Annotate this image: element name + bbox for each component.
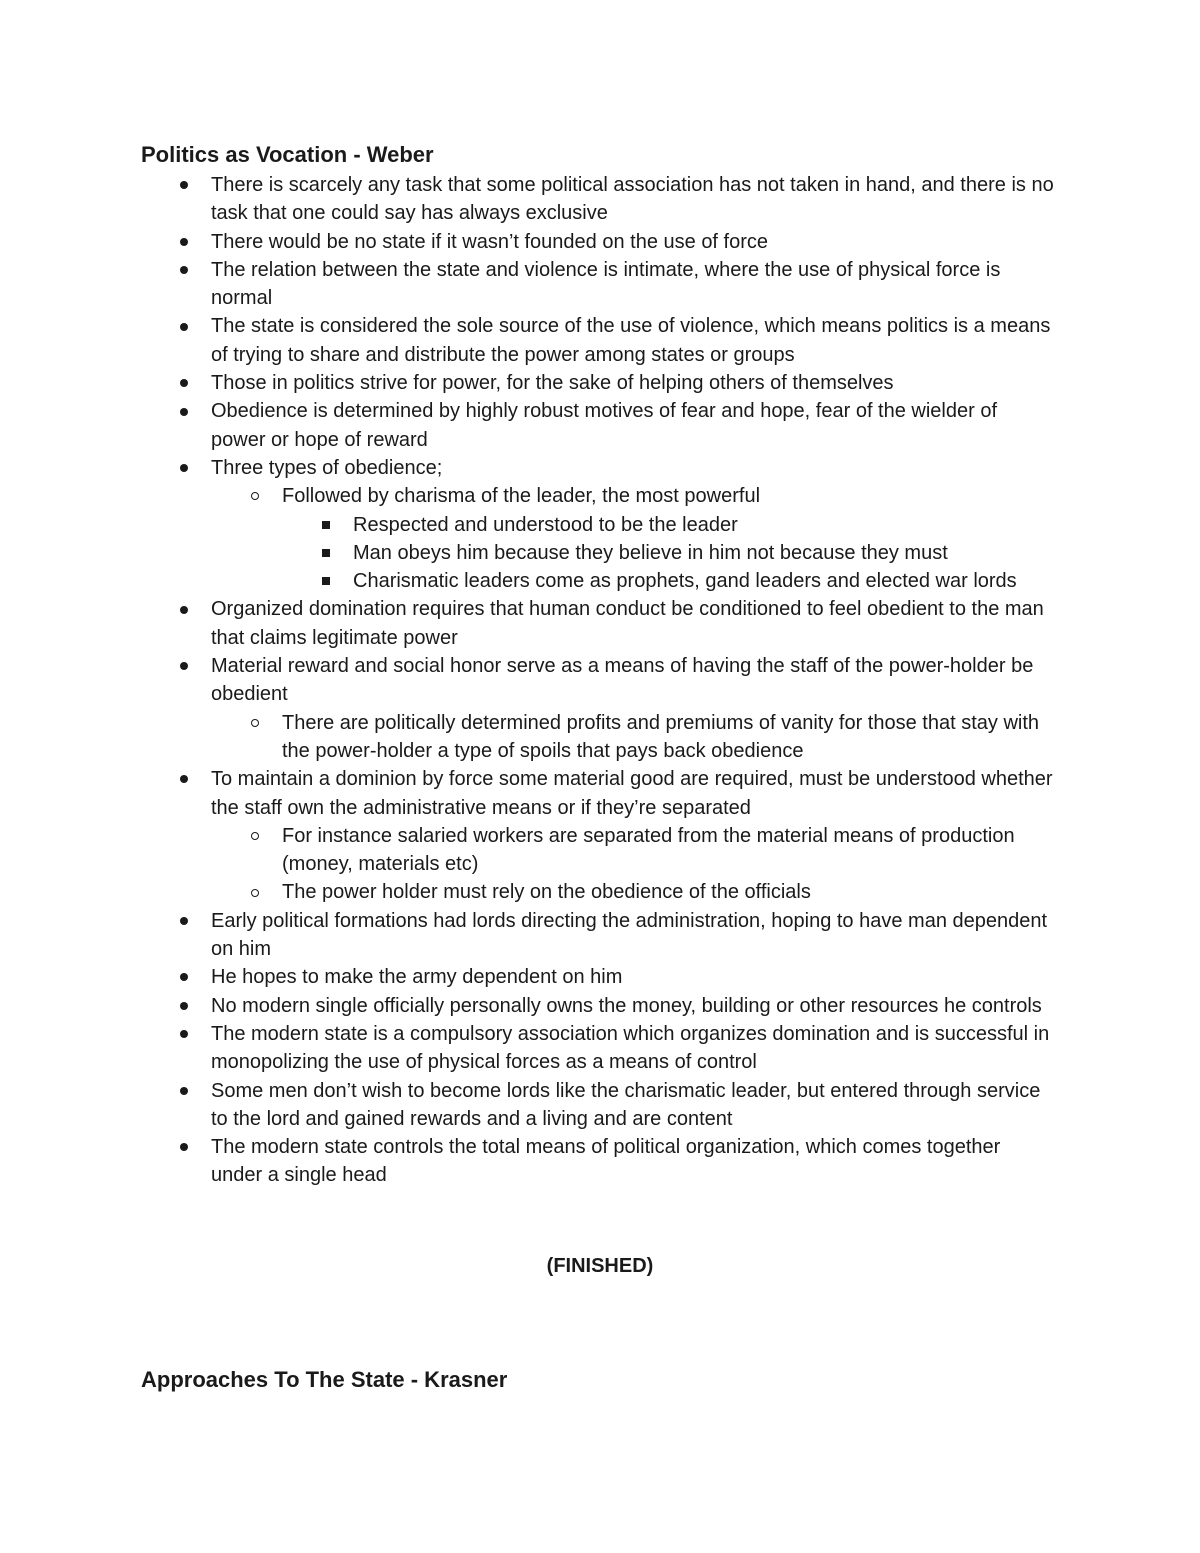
- list-item: [0, 992, 1056, 1020]
- bullet-square-icon: [319, 539, 333, 567]
- list-item: [0, 397, 1056, 454]
- sub-sub-list-item: [0, 539, 1056, 567]
- list-item: [0, 369, 1056, 397]
- bullet-disc-icon: [177, 907, 191, 935]
- sub-list-item: [0, 822, 1056, 879]
- sub-list-item: [0, 482, 1056, 595]
- bullet-disc-icon: [177, 963, 191, 991]
- list-item-text: To maintain a dominion by force some material good are required, must be understood whether the staff own the administrative means or if they’re separated: [211, 768, 1053, 819]
- sub-list-item-text: Followed by charisma of the leader, the most powerful: [282, 485, 761, 508]
- sub-sub-list-item-text: Charismatic leaders come as prophets, gand leaders and elected war lords: [353, 570, 1017, 593]
- list-item: [0, 454, 1056, 595]
- section-heading-krasner: Approaches To The State - Krasner: [141, 1367, 508, 1392]
- bullet-square-icon: [319, 567, 333, 595]
- bullet-circle-icon: [248, 822, 262, 850]
- sub-sub-list-item: [0, 511, 1056, 539]
- list-item: [0, 907, 1056, 964]
- list-item: [0, 312, 1056, 369]
- sub-list: [211, 482, 1056, 595]
- bullet-disc-icon: [177, 397, 191, 425]
- list-item: [0, 1133, 1056, 1190]
- bullet-circle-icon: [248, 878, 262, 906]
- bullet-disc-icon: [177, 992, 191, 1020]
- list-item: [0, 171, 1056, 228]
- list-item-text: Material reward and social honor serve as a means of having the staff of the power-holder be obedient: [211, 655, 1034, 706]
- bullet-disc-icon: [177, 171, 191, 199]
- list-item-text: Organized domination requires that human conduct be conditioned to feel obedient to the man that claims legitimate power: [211, 598, 1044, 649]
- list-item: [0, 1077, 1056, 1134]
- list-item-text: Three types of obedience;: [211, 456, 443, 479]
- bullet-disc-icon: [177, 652, 191, 680]
- sub-list-item: [0, 878, 1056, 906]
- list-item-text: No modern single officially personally owns the money, building or other resources he controls: [211, 994, 1042, 1017]
- sub-list-item: [0, 709, 1056, 766]
- sub-sub-list-item: [0, 567, 1056, 595]
- bullet-disc-icon: [177, 595, 191, 623]
- list-item-text: There is scarcely any task that some political association has not taken in hand, and there is no task that one could say has always exclusive: [211, 174, 1054, 225]
- sub-sub-list: [282, 511, 1056, 596]
- list-item: [0, 595, 1056, 652]
- list-item-text: Those in politics strive for power, for the sake of helping others of themselves: [211, 372, 894, 395]
- bullet-circle-icon: [248, 482, 262, 510]
- bullet-square-icon: [319, 511, 333, 539]
- bullet-disc-icon: [177, 369, 191, 397]
- list-item: [0, 963, 1056, 991]
- bullet-disc-icon: [177, 228, 191, 256]
- list-item-text: He hopes to make the army dependent on him: [211, 966, 623, 989]
- list-item-text: The modern state is a compulsory association which organizes domination and is successful in monopolizing the use of physical forces as a means of control: [211, 1022, 1050, 1074]
- list-item-text: The relation between the state and violence is intimate, where the use of physical force is normal: [211, 258, 1001, 310]
- bullet-disc-icon: [177, 312, 191, 340]
- sub-list: [211, 822, 1056, 907]
- weber-notes-list: [0, 171, 1200, 1190]
- list-item: [0, 765, 1056, 906]
- sub-sub-list-item-text: Man obeys him because they believe in him not because they must: [353, 541, 948, 564]
- list-item-text: There would be no state if it wasn’t founded on the use of force: [211, 230, 769, 253]
- sub-sub-list-item-text: Respected and understood to be the leader: [353, 513, 738, 536]
- section-heading-weber: Politics as Vocation - Weber: [141, 142, 434, 167]
- finished-status: (FINISHED): [546, 1255, 654, 1277]
- list-item-text: Some men don’t wish to become lords like the charismatic leader, but entered through service to the lord and gained rewards and a living and are content: [211, 1079, 1041, 1130]
- bullet-disc-icon: [177, 1077, 191, 1105]
- sub-list: [211, 709, 1056, 766]
- sub-list-item-text: For instance salaried workers are separated from the material means of production (money, materials etc): [282, 824, 1015, 876]
- sub-list-item-text: The power holder must rely on the obedience of the officials: [282, 881, 811, 904]
- bullet-disc-icon: [177, 256, 191, 284]
- sub-list-item-text: There are politically determined profits and premiums of vanity for those that stay with the power-holder a type of spoils that pays back obedience: [282, 711, 1040, 762]
- bullet-disc-icon: [177, 765, 191, 793]
- list-item-text: Obedience is determined by highly robust motives of fear and hope, fear of the wielder of power or hope of reward: [211, 400, 998, 451]
- list-item: [0, 228, 1056, 256]
- list-item-text: Early political formations had lords directing the administration, hoping to have man dependent on him: [211, 909, 1048, 961]
- list-item: [0, 652, 1056, 765]
- list-item: [0, 256, 1056, 313]
- bullet-disc-icon: [177, 1020, 191, 1048]
- list-item: [0, 1020, 1056, 1077]
- list-item-text: The modern state controls the total means of political organization, which comes together under a single head: [211, 1136, 1001, 1187]
- bullet-disc-icon: [177, 454, 191, 482]
- bullet-circle-icon: [248, 709, 262, 737]
- bullet-disc-icon: [177, 1133, 191, 1161]
- list-item-text: The state is considered the sole source of the use of violence, which means politics is a means of trying to share and distribute the power among states or groups: [211, 315, 1051, 366]
